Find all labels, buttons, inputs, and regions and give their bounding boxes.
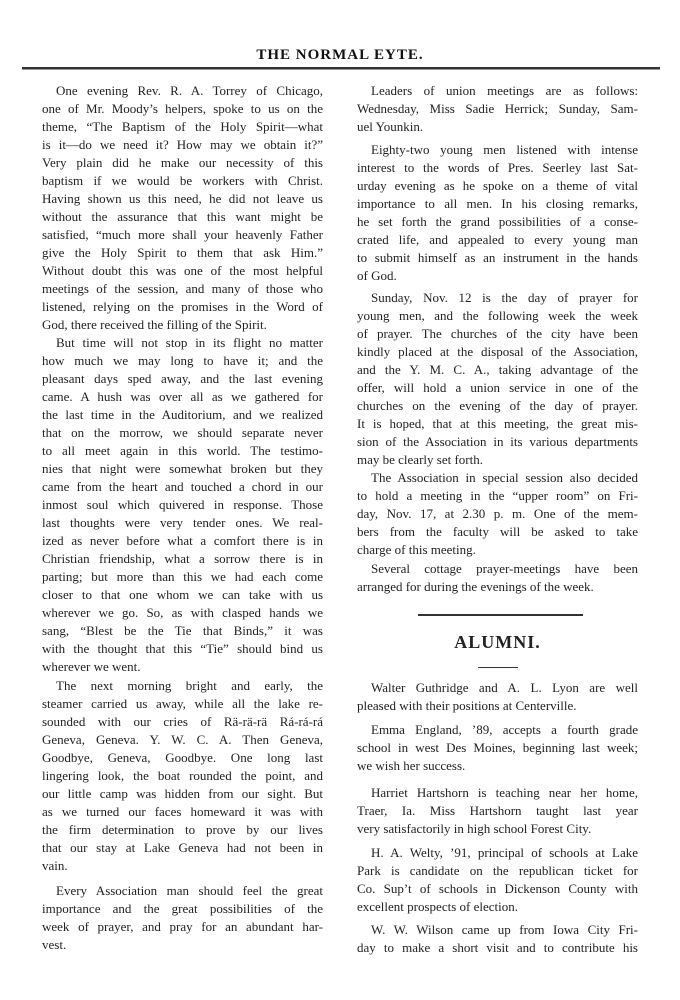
text-line: baptism if we would be workers with Christ.	[42, 173, 323, 188]
text-line: he set forth the grand possibilities of a conse-	[357, 214, 638, 229]
text-line: Wednesday, Miss Sadie Herrick; Sunday, Sam-	[357, 101, 638, 116]
text-line: Without doubt this was one of the most helpful	[42, 263, 323, 278]
text-line: day to make a short visit and to contribute his	[357, 940, 638, 955]
article-paragraph	[42, 82, 323, 334]
text-line: Every Association man should feel the great	[56, 883, 323, 898]
heading-underline	[478, 667, 518, 668]
alumni-item	[357, 921, 638, 957]
article-paragraph	[42, 334, 323, 676]
text-line: arranged for during the evenings of the week.	[357, 579, 594, 594]
article-paragraph	[357, 141, 638, 285]
text-line: Harriet Hartshorn is teaching near her home,	[371, 785, 638, 800]
text-line: the last time in the Auditorium, and we realized	[42, 407, 323, 422]
text-line: Leaders of union meetings are as follows:	[371, 83, 638, 98]
text-line: lingering look, the boat rounded the point, and	[42, 768, 323, 783]
text-line: of prayer. The churches of the city have been	[357, 326, 638, 341]
text-line: may be clearly set forth.	[357, 452, 483, 467]
text-line: vain.	[42, 858, 68, 873]
text-line: our little camp was hidden from our sight. But	[42, 786, 323, 801]
alumni-item	[357, 679, 638, 715]
text-line: to all meet again in this world. The testimo-	[42, 443, 323, 458]
text-line: parting; but more than this we had each come	[42, 569, 323, 584]
alumni-item	[357, 844, 638, 916]
text-line: meetings of the session, and many of those who	[42, 281, 323, 296]
text-line: Having shown us this need, he did not leave us	[42, 191, 323, 206]
text-line: without the assurance that this want might be	[42, 209, 323, 224]
text-line: Emma England, ’89, accepts a fourth grade	[371, 722, 638, 737]
masthead-rule	[22, 67, 660, 70]
text-line: young men, and the following week the week	[357, 308, 638, 323]
text-line: give the Holy Spirit to them that ask Him.”	[42, 245, 323, 260]
text-line: uel Younkin.	[357, 119, 424, 134]
text-line: importance to all men. In his closing remarks,	[357, 196, 638, 211]
text-line: charge of this meeting.	[357, 542, 476, 557]
text-line: sounded with our cries of Rä-rä-rä Rá-rá-rá	[42, 714, 323, 729]
text-line: last thoughts were very tender ones. We real-	[42, 515, 323, 530]
alumni-heading: ALUMNI.	[454, 632, 541, 652]
text-line: how much we may long to have it; and the	[42, 353, 323, 368]
text-line: steamer carried us away, while all the lake re-	[42, 696, 323, 711]
text-line: kindly placed at the disposal of the Association,	[357, 344, 638, 359]
text-line: Walter Guthridge and A. L. Lyon are well	[371, 680, 638, 695]
text-line: Co. Sup’t of schools in Dickenson County with	[357, 881, 638, 896]
text-line: day, Nov. 17, at 2.30 p. m. One of the mem-	[357, 506, 638, 521]
text-line: Sunday, Nov. 12 is the day of prayer for	[371, 290, 638, 305]
text-line: wherever we went.	[42, 659, 141, 674]
text-line: listened, relying on the promises in the Word of	[42, 299, 323, 314]
text-line: of God.	[357, 268, 397, 283]
text-line: ized as never before what a comfort there is in	[42, 533, 323, 548]
article-paragraph	[42, 882, 323, 954]
text-line: urday evening as he spoke on a theme of vital	[357, 178, 638, 193]
alumni-item	[357, 721, 638, 775]
text-line: excellent prospects of election.	[357, 899, 518, 914]
text-line: pleasant days sped away, and the last evening	[42, 371, 323, 386]
text-line: that on the morrow, we should separate never	[42, 425, 323, 440]
text-line: inmost soul which quivered in response. Those	[42, 497, 323, 512]
article-paragraph	[357, 82, 638, 136]
text-line: as we turned our faces homeward it was with	[42, 804, 323, 819]
text-line: Several cottage prayer-meetings have been	[371, 561, 638, 576]
text-line: vest.	[42, 937, 67, 952]
text-line: H. A. Welty, ’91, principal of schools at Lake	[371, 845, 638, 860]
text-line: came from the heart and touched a chord in our	[42, 479, 323, 494]
text-line: with the thought that this “Tie” should bind us	[42, 641, 323, 656]
text-line: Very plain did he make our necessity of this	[42, 155, 323, 170]
text-line: Park is candidate on the republican ticket for	[357, 863, 638, 878]
text-line: to submit himself as an instrument in the hands	[357, 250, 638, 265]
text-line: the firm determination to prove by our lives	[42, 822, 323, 837]
text-line: Geneva, Geneva. Y. W. C. A. Then Geneva,	[42, 732, 323, 747]
text-line: closer to that one whom we can take with us	[42, 587, 323, 602]
section-divider	[418, 614, 583, 616]
text-line: sion of the Association in its various departments	[357, 434, 638, 449]
text-line: school in west Des Moines, beginning last week;	[357, 740, 638, 755]
text-line: theme, “The Baptism of the Holy Spirit—what	[42, 119, 323, 134]
text-line: Christian friendship, what a sorrow there is in	[42, 551, 323, 566]
alumni-item	[357, 784, 638, 838]
text-line: importance and the great possibilities of the	[42, 901, 323, 916]
text-line: Eighty-two young men listened with intense	[371, 142, 638, 157]
text-line: sang, “Blest be the Tie that Binds,” it was	[42, 623, 323, 638]
text-line: one of Mr. Moody’s helpers, spoke to us on the	[42, 101, 323, 116]
text-line: satisfied, “much more shall your heavenly Father	[42, 227, 323, 242]
text-line: wherever we go. So, as with clasped hands we	[42, 605, 323, 620]
article-paragraph	[357, 469, 638, 559]
text-line: The Association in special session also decided	[371, 470, 638, 485]
text-line: to hold a meeting in the “upper room” on Fri-	[357, 488, 638, 503]
text-line: very satisfactorily in high school Forest City.	[357, 821, 592, 836]
text-line: we wish her success.	[357, 758, 466, 773]
article-paragraph	[42, 677, 323, 875]
text-line: Goodbye, Geneva, Goodbye. One long last	[42, 750, 323, 765]
text-line: and the Y. M. C. A., taking advantage of the	[357, 362, 638, 377]
text-line: One evening Rev. R. A. Torrey of Chicago,	[56, 83, 323, 98]
text-line: It is hoped, that at this meeting, the great mis-	[357, 416, 638, 431]
article-paragraph	[357, 289, 638, 469]
text-line: pleased with their positions at Centerville.	[357, 698, 577, 713]
text-line: crated life, and appealed to every young man	[357, 232, 638, 247]
text-line: The next morning bright and early, the	[56, 678, 323, 693]
text-line: W. W. Wilson came up from Iowa City Fri-	[371, 922, 638, 937]
text-line: But time will not stop in its flight no matter	[56, 335, 323, 350]
text-line: bers from the faculty will be asked to take	[357, 524, 638, 539]
text-line: is it—do we need it? How may we obtain it?”	[42, 137, 323, 152]
text-line: Traer, Ia. Miss Hartshorn taught last year	[357, 803, 638, 818]
text-line: interest to the words of Pres. Seerley last Sat-	[357, 160, 638, 175]
text-line: came. A hush was over all as we gathered for	[42, 389, 323, 404]
text-line: offer, will hold a union service in one of the	[357, 380, 638, 395]
text-line: God, there received the filling of the Spirit.	[42, 317, 267, 332]
text-line: that our stay at Lake Geneva had not been in	[42, 840, 323, 855]
text-line: week of prayer, and pray for an abundant har-	[42, 919, 323, 934]
article-paragraph	[357, 560, 638, 596]
text-line: nies that night were somewhat broken but they	[42, 461, 323, 476]
text-line: churches on the evening of the day of prayer.	[357, 398, 638, 413]
masthead-title: THE NORMAL EYTE.	[256, 47, 424, 63]
